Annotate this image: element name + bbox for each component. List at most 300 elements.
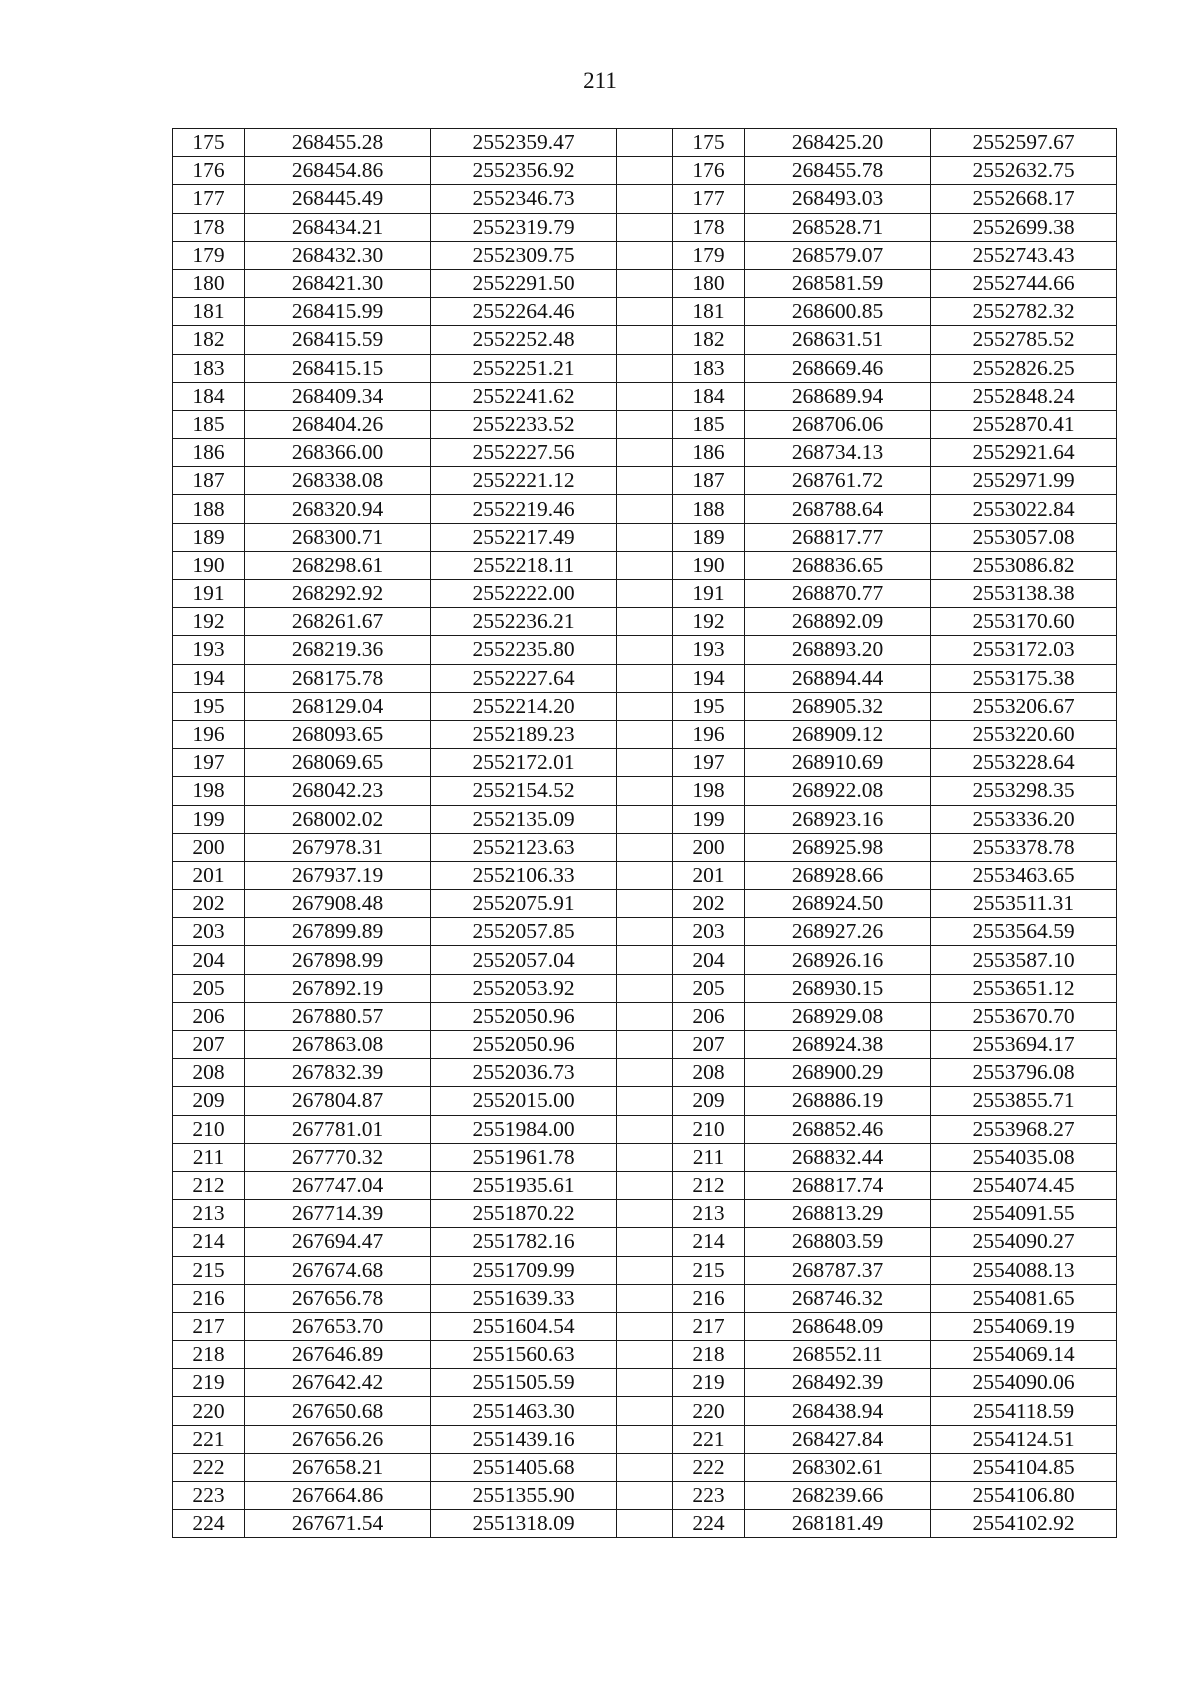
table-row [173,1059,1117,1087]
left-x-coordinate-cell: 267978.31 [245,833,431,861]
right-y-coordinate-cell: 2554106.80 [931,1482,1117,1510]
table-row [173,467,1117,495]
left-y-coordinate-cell: 2552015.00 [431,1087,617,1115]
spacer-cell [617,439,673,467]
left-x-coordinate-cell: 268432.30 [245,241,431,269]
table-row [173,1256,1117,1284]
right-y-coordinate-cell: 2554090.27 [931,1228,1117,1256]
right-point-number-cell: 191 [673,580,745,608]
left-x-coordinate-cell: 268455.28 [245,129,431,157]
spacer-cell [617,1115,673,1143]
left-x-coordinate-cell: 268129.04 [245,692,431,720]
left-point-number-cell: 195 [173,692,245,720]
table-row [173,749,1117,777]
right-x-coordinate-cell: 268239.66 [745,1482,931,1510]
table-row [173,551,1117,579]
right-y-coordinate-cell: 2552848.24 [931,382,1117,410]
right-x-coordinate-cell: 268788.64 [745,495,931,523]
left-x-coordinate-cell: 268404.26 [245,410,431,438]
table-row [173,608,1117,636]
left-point-number-cell: 224 [173,1510,245,1538]
right-point-number-cell: 218 [673,1341,745,1369]
left-x-coordinate-cell: 267908.48 [245,890,431,918]
spacer-cell [617,974,673,1002]
right-x-coordinate-cell: 268924.50 [745,890,931,918]
right-point-number-cell: 176 [673,157,745,185]
right-y-coordinate-cell: 2552744.66 [931,269,1117,297]
spacer-cell [617,720,673,748]
spacer-cell [617,608,673,636]
right-x-coordinate-cell: 268929.08 [745,1002,931,1030]
table-row [173,157,1117,185]
right-x-coordinate-cell: 268581.59 [745,269,931,297]
right-point-number-cell: 187 [673,467,745,495]
left-x-coordinate-cell: 267656.26 [245,1425,431,1453]
left-y-coordinate-cell: 2552291.50 [431,269,617,297]
right-point-number-cell: 207 [673,1031,745,1059]
right-point-number-cell: 219 [673,1369,745,1397]
right-x-coordinate-cell: 268852.46 [745,1115,931,1143]
right-x-coordinate-cell: 268886.19 [745,1087,931,1115]
right-y-coordinate-cell: 2553511.31 [931,890,1117,918]
left-x-coordinate-cell: 268421.30 [245,269,431,297]
coordinates-table [172,128,1117,1538]
spacer-cell [617,326,673,354]
left-point-number-cell: 183 [173,354,245,382]
right-x-coordinate-cell: 268734.13 [745,439,931,467]
left-point-number-cell: 215 [173,1256,245,1284]
right-y-coordinate-cell: 2553670.70 [931,1002,1117,1030]
right-x-coordinate-cell: 268925.98 [745,833,931,861]
right-x-coordinate-cell: 268669.46 [745,354,931,382]
left-x-coordinate-cell: 268434.21 [245,213,431,241]
left-point-number-cell: 191 [173,580,245,608]
right-x-coordinate-cell: 268746.32 [745,1284,931,1312]
right-x-coordinate-cell: 268893.20 [745,636,931,664]
left-point-number-cell: 196 [173,720,245,748]
spacer-cell [617,410,673,438]
left-y-coordinate-cell: 2552050.96 [431,1002,617,1030]
right-x-coordinate-cell: 268813.29 [745,1200,931,1228]
right-x-coordinate-cell: 268817.74 [745,1171,931,1199]
left-x-coordinate-cell: 267664.86 [245,1482,431,1510]
left-y-coordinate-cell: 2551782.16 [431,1228,617,1256]
right-x-coordinate-cell: 268926.16 [745,946,931,974]
right-y-coordinate-cell: 2552743.43 [931,241,1117,269]
right-x-coordinate-cell: 268528.71 [745,213,931,241]
table-row [173,1369,1117,1397]
right-point-number-cell: 210 [673,1115,745,1143]
right-point-number-cell: 201 [673,861,745,889]
left-y-coordinate-cell: 2552233.52 [431,410,617,438]
right-y-coordinate-cell: 2554069.19 [931,1312,1117,1340]
right-x-coordinate-cell: 268302.61 [745,1453,931,1481]
right-point-number-cell: 189 [673,523,745,551]
spacer-cell [617,1425,673,1453]
right-x-coordinate-cell: 268438.94 [745,1397,931,1425]
left-y-coordinate-cell: 2552236.21 [431,608,617,636]
left-y-coordinate-cell: 2552241.62 [431,382,617,410]
left-x-coordinate-cell: 268338.08 [245,467,431,495]
right-x-coordinate-cell: 268930.15 [745,974,931,1002]
left-point-number-cell: 216 [173,1284,245,1312]
spacer-cell [617,298,673,326]
right-y-coordinate-cell: 2554124.51 [931,1425,1117,1453]
table-row [173,213,1117,241]
left-y-coordinate-cell: 2552219.46 [431,495,617,523]
right-y-coordinate-cell: 2553220.60 [931,720,1117,748]
left-x-coordinate-cell: 268415.15 [245,354,431,382]
right-point-number-cell: 181 [673,298,745,326]
right-point-number-cell: 196 [673,720,745,748]
left-point-number-cell: 206 [173,1002,245,1030]
table-row [173,890,1117,918]
left-y-coordinate-cell: 2552346.73 [431,185,617,213]
left-y-coordinate-cell: 2552218.11 [431,551,617,579]
left-y-coordinate-cell: 2552123.63 [431,833,617,861]
left-y-coordinate-cell: 2552319.79 [431,213,617,241]
right-x-coordinate-cell: 268648.09 [745,1312,931,1340]
spacer-cell [617,664,673,692]
right-point-number-cell: 180 [673,269,745,297]
right-y-coordinate-cell: 2553172.03 [931,636,1117,664]
left-y-coordinate-cell: 2552356.92 [431,157,617,185]
spacer-cell [617,1200,673,1228]
table-row [173,974,1117,1002]
right-y-coordinate-cell: 2552782.32 [931,298,1117,326]
right-x-coordinate-cell: 268910.69 [745,749,931,777]
right-point-number-cell: 212 [673,1171,745,1199]
right-x-coordinate-cell: 268579.07 [745,241,931,269]
left-y-coordinate-cell: 2552252.48 [431,326,617,354]
table-row [173,777,1117,805]
left-x-coordinate-cell: 267804.87 [245,1087,431,1115]
right-y-coordinate-cell: 2553651.12 [931,974,1117,1002]
left-point-number-cell: 220 [173,1397,245,1425]
right-x-coordinate-cell: 268181.49 [745,1510,931,1538]
left-x-coordinate-cell: 268298.61 [245,551,431,579]
left-y-coordinate-cell: 2552221.12 [431,467,617,495]
left-point-number-cell: 177 [173,185,245,213]
right-x-coordinate-cell: 268909.12 [745,720,931,748]
spacer-cell [617,1510,673,1538]
left-x-coordinate-cell: 267863.08 [245,1031,431,1059]
left-point-number-cell: 184 [173,382,245,410]
left-x-coordinate-cell: 267674.68 [245,1256,431,1284]
spacer-cell [617,749,673,777]
table-row [173,918,1117,946]
right-y-coordinate-cell: 2554081.65 [931,1284,1117,1312]
left-y-coordinate-cell: 2551709.99 [431,1256,617,1284]
left-point-number-cell: 186 [173,439,245,467]
spacer-cell [617,692,673,720]
right-point-number-cell: 198 [673,777,745,805]
right-y-coordinate-cell: 2554118.59 [931,1397,1117,1425]
left-point-number-cell: 217 [173,1312,245,1340]
spacer-cell [617,213,673,241]
left-point-number-cell: 209 [173,1087,245,1115]
left-x-coordinate-cell: 268454.86 [245,157,431,185]
left-y-coordinate-cell: 2552359.47 [431,129,617,157]
left-y-coordinate-cell: 2552217.49 [431,523,617,551]
left-y-coordinate-cell: 2552057.04 [431,946,617,974]
right-y-coordinate-cell: 2553378.78 [931,833,1117,861]
right-x-coordinate-cell: 268552.11 [745,1341,931,1369]
right-point-number-cell: 178 [673,213,745,241]
left-point-number-cell: 204 [173,946,245,974]
left-y-coordinate-cell: 2552227.64 [431,664,617,692]
left-point-number-cell: 182 [173,326,245,354]
table-row [173,1482,1117,1510]
right-y-coordinate-cell: 2553175.38 [931,664,1117,692]
spacer-cell [617,523,673,551]
spacer-cell [617,241,673,269]
left-x-coordinate-cell: 267898.99 [245,946,431,974]
right-x-coordinate-cell: 268631.51 [745,326,931,354]
left-x-coordinate-cell: 268175.78 [245,664,431,692]
table-row [173,692,1117,720]
left-point-number-cell: 210 [173,1115,245,1143]
left-y-coordinate-cell: 2552214.20 [431,692,617,720]
table-row [173,833,1117,861]
spacer-cell [617,1482,673,1510]
right-y-coordinate-cell: 2553057.08 [931,523,1117,551]
right-x-coordinate-cell: 268900.29 [745,1059,931,1087]
left-point-number-cell: 205 [173,974,245,1002]
left-point-number-cell: 188 [173,495,245,523]
right-x-coordinate-cell: 268761.72 [745,467,931,495]
left-y-coordinate-cell: 2552154.52 [431,777,617,805]
right-x-coordinate-cell: 268706.06 [745,410,931,438]
table-row [173,495,1117,523]
left-point-number-cell: 190 [173,551,245,579]
left-y-coordinate-cell: 2551318.09 [431,1510,617,1538]
right-y-coordinate-cell: 2552668.17 [931,185,1117,213]
left-y-coordinate-cell: 2552227.56 [431,439,617,467]
table-row [173,1115,1117,1143]
table-row [173,354,1117,382]
right-x-coordinate-cell: 268455.78 [745,157,931,185]
right-y-coordinate-cell: 2552971.99 [931,467,1117,495]
right-y-coordinate-cell: 2553298.35 [931,777,1117,805]
left-y-coordinate-cell: 2551505.59 [431,1369,617,1397]
spacer-cell [617,1087,673,1115]
right-y-coordinate-cell: 2553463.65 [931,861,1117,889]
left-y-coordinate-cell: 2552053.92 [431,974,617,1002]
spacer-cell [617,1312,673,1340]
page-number: 211 [583,68,617,93]
spacer-cell [617,1228,673,1256]
left-x-coordinate-cell: 267671.54 [245,1510,431,1538]
left-y-coordinate-cell: 2552057.85 [431,918,617,946]
right-point-number-cell: 224 [673,1510,745,1538]
right-point-number-cell: 194 [673,664,745,692]
spacer-cell [617,1256,673,1284]
table-row [173,185,1117,213]
right-y-coordinate-cell: 2553138.38 [931,580,1117,608]
table-row [173,1341,1117,1369]
right-x-coordinate-cell: 268928.66 [745,861,931,889]
left-point-number-cell: 176 [173,157,245,185]
spacer-cell [617,777,673,805]
right-y-coordinate-cell: 2552632.75 [931,157,1117,185]
right-point-number-cell: 190 [673,551,745,579]
right-x-coordinate-cell: 268923.16 [745,805,931,833]
table-row [173,946,1117,974]
right-x-coordinate-cell: 268927.26 [745,918,931,946]
spacer-cell [617,1059,673,1087]
right-point-number-cell: 216 [673,1284,745,1312]
right-point-number-cell: 188 [673,495,745,523]
left-y-coordinate-cell: 2552036.73 [431,1059,617,1087]
table-row [173,1031,1117,1059]
spacer-cell [617,636,673,664]
right-y-coordinate-cell: 2552826.25 [931,354,1117,382]
right-point-number-cell: 223 [673,1482,745,1510]
right-point-number-cell: 214 [673,1228,745,1256]
table-row [173,269,1117,297]
left-point-number-cell: 202 [173,890,245,918]
left-x-coordinate-cell: 268445.49 [245,185,431,213]
left-x-coordinate-cell: 267899.89 [245,918,431,946]
left-x-coordinate-cell: 267642.42 [245,1369,431,1397]
right-y-coordinate-cell: 2553968.27 [931,1115,1117,1143]
left-x-coordinate-cell: 268219.36 [245,636,431,664]
right-x-coordinate-cell: 268787.37 [745,1256,931,1284]
table-row [173,1087,1117,1115]
right-point-number-cell: 209 [673,1087,745,1115]
right-x-coordinate-cell: 268832.44 [745,1143,931,1171]
spacer-cell [617,1369,673,1397]
spacer-cell [617,1341,673,1369]
left-y-coordinate-cell: 2551870.22 [431,1200,617,1228]
right-y-coordinate-cell: 2554090.06 [931,1369,1117,1397]
right-x-coordinate-cell: 268892.09 [745,608,931,636]
left-x-coordinate-cell: 268002.02 [245,805,431,833]
left-x-coordinate-cell: 267892.19 [245,974,431,1002]
right-point-number-cell: 186 [673,439,745,467]
right-y-coordinate-cell: 2552597.67 [931,129,1117,157]
left-point-number-cell: 211 [173,1143,245,1171]
table-row [173,298,1117,326]
right-x-coordinate-cell: 268493.03 [745,185,931,213]
right-y-coordinate-cell: 2554074.45 [931,1171,1117,1199]
spacer-cell [617,1397,673,1425]
left-y-coordinate-cell: 2552106.33 [431,861,617,889]
left-y-coordinate-cell: 2552172.01 [431,749,617,777]
left-point-number-cell: 179 [173,241,245,269]
left-y-coordinate-cell: 2552050.96 [431,1031,617,1059]
right-point-number-cell: 208 [673,1059,745,1087]
right-x-coordinate-cell: 268817.77 [745,523,931,551]
right-y-coordinate-cell: 2553796.08 [931,1059,1117,1087]
table-row [173,241,1117,269]
table-row [173,1228,1117,1256]
right-x-coordinate-cell: 268427.84 [745,1425,931,1453]
table-row [173,523,1117,551]
table-row [173,1171,1117,1199]
left-x-coordinate-cell: 268415.99 [245,298,431,326]
spacer-cell [617,157,673,185]
table-row [173,1397,1117,1425]
left-x-coordinate-cell: 268042.23 [245,777,431,805]
left-y-coordinate-cell: 2552189.23 [431,720,617,748]
right-point-number-cell: 182 [673,326,745,354]
right-point-number-cell: 177 [673,185,745,213]
spacer-cell [617,580,673,608]
left-x-coordinate-cell: 267694.47 [245,1228,431,1256]
left-y-coordinate-cell: 2551560.63 [431,1341,617,1369]
right-y-coordinate-cell: 2554091.55 [931,1200,1117,1228]
right-y-coordinate-cell: 2553022.84 [931,495,1117,523]
left-point-number-cell: 185 [173,410,245,438]
right-point-number-cell: 183 [673,354,745,382]
right-point-number-cell: 184 [673,382,745,410]
left-x-coordinate-cell: 267646.89 [245,1341,431,1369]
right-x-coordinate-cell: 268870.77 [745,580,931,608]
table-row [173,805,1117,833]
right-point-number-cell: 200 [673,833,745,861]
left-x-coordinate-cell: 267937.19 [245,861,431,889]
left-x-coordinate-cell: 267714.39 [245,1200,431,1228]
table-row [173,410,1117,438]
right-y-coordinate-cell: 2553086.82 [931,551,1117,579]
right-y-coordinate-cell: 2552870.41 [931,410,1117,438]
spacer-cell [617,890,673,918]
left-point-number-cell: 213 [173,1200,245,1228]
left-y-coordinate-cell: 2552075.91 [431,890,617,918]
spacer-cell [617,1143,673,1171]
spacer-cell [617,1002,673,1030]
left-x-coordinate-cell: 267781.01 [245,1115,431,1143]
right-point-number-cell: 193 [673,636,745,664]
table-row [173,1200,1117,1228]
spacer-cell [617,833,673,861]
right-x-coordinate-cell: 268924.38 [745,1031,931,1059]
left-point-number-cell: 197 [173,749,245,777]
left-y-coordinate-cell: 2552309.75 [431,241,617,269]
right-y-coordinate-cell: 2554035.08 [931,1143,1117,1171]
right-point-number-cell: 221 [673,1425,745,1453]
spacer-cell [617,918,673,946]
spacer-cell [617,129,673,157]
table-row [173,1284,1117,1312]
spacer-cell [617,1284,673,1312]
right-point-number-cell: 185 [673,410,745,438]
left-x-coordinate-cell: 267880.57 [245,1002,431,1030]
spacer-cell [617,354,673,382]
right-y-coordinate-cell: 2552785.52 [931,326,1117,354]
right-x-coordinate-cell: 268905.32 [745,692,931,720]
left-x-coordinate-cell: 268409.34 [245,382,431,410]
left-point-number-cell: 181 [173,298,245,326]
spacer-cell [617,551,673,579]
left-y-coordinate-cell: 2551984.00 [431,1115,617,1143]
left-x-coordinate-cell: 267650.68 [245,1397,431,1425]
left-point-number-cell: 192 [173,608,245,636]
right-x-coordinate-cell: 268803.59 [745,1228,931,1256]
right-x-coordinate-cell: 268836.65 [745,551,931,579]
right-point-number-cell: 205 [673,974,745,1002]
right-y-coordinate-cell: 2553855.71 [931,1087,1117,1115]
left-x-coordinate-cell: 268261.67 [245,608,431,636]
right-point-number-cell: 204 [673,946,745,974]
spacer-cell [617,1031,673,1059]
left-point-number-cell: 193 [173,636,245,664]
left-point-number-cell: 214 [173,1228,245,1256]
right-point-number-cell: 179 [673,241,745,269]
left-point-number-cell: 222 [173,1453,245,1481]
